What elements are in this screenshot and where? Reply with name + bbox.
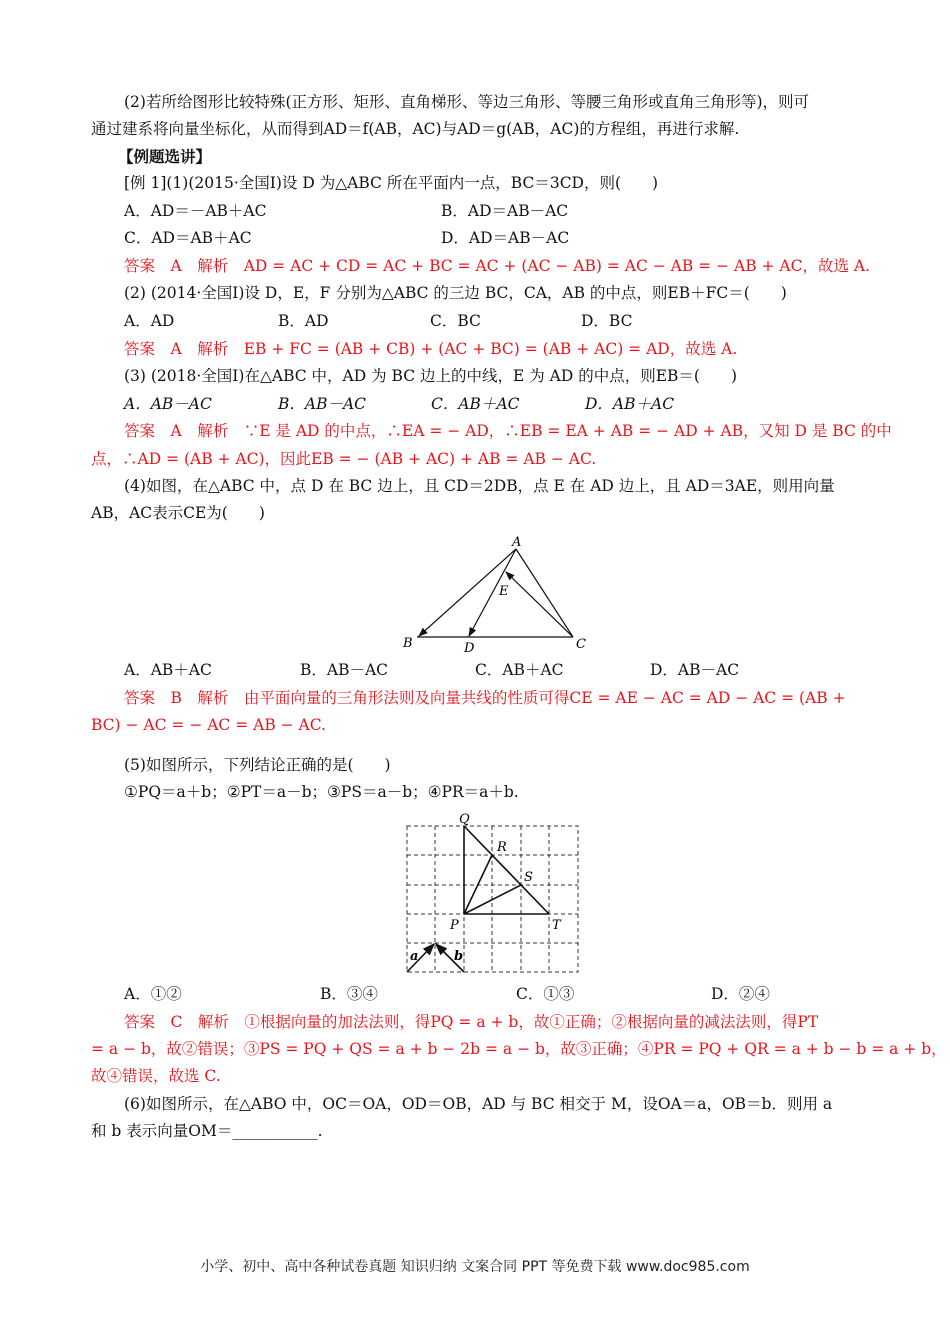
option: D．BC bbox=[581, 312, 633, 330]
option: A．AD＝－AB＋AC bbox=[124, 202, 267, 220]
answer-text: 答案 A 解析 EB + FC = (AB + CB) + (AC + BC) = (AB + AC) = AD，故选 A. bbox=[124, 340, 738, 358]
intro-line: (2)若所给图形比较特殊(正方形、矩形、直角梯形、等边三角形、等腰三角形或直角三角形等)，则可 bbox=[124, 93, 810, 111]
segment-ac bbox=[516, 549, 573, 637]
answer-text: BC) − AC = − AC = AB − AC. bbox=[91, 716, 326, 734]
answer-text: 答案 A 解析 AD = AC + CD = AC + BC = AC + (AC − AB) = AC − AB = − AB + AC，故选 A. bbox=[124, 257, 871, 275]
option: D．②④ bbox=[711, 985, 770, 1003]
footer-text: 小学、初中、高中各种试卷真题 知识归纳 文案合同 PPT 等免费下载 www.doc985.com bbox=[200, 1259, 750, 1275]
answer-text: 故④错误，故选 C. bbox=[91, 1067, 221, 1085]
label-t: T bbox=[552, 918, 561, 933]
question-stem: 和 b 表示向量OM＝___________. bbox=[91, 1122, 323, 1140]
label-q: Q bbox=[459, 812, 470, 827]
option: A．AB－AC bbox=[124, 395, 212, 413]
option: D．AB－AC bbox=[650, 661, 740, 679]
question-stem: (6)如图所示，在△ABO 中，OC＝OA，OD＝OB，AD 与 BC 相交于 M，设OA＝a，OB＝b．则用 a bbox=[124, 1095, 833, 1113]
vector-ce bbox=[506, 572, 573, 637]
option: C．BC bbox=[430, 312, 481, 330]
answer-text: = a − b，故②错误；③PS = PQ + QS = a + b − 2b = a − b，故③正确；④PR = PQ + QR = a + b − b = a + b， bbox=[91, 1040, 947, 1058]
option: C．AD＝AB＋AC bbox=[124, 229, 252, 247]
question-stem: (5)如图所示，下列结论正确的是( ) bbox=[124, 756, 391, 774]
question-stem: [例 1](1)(2015·全国Ⅰ)设 D 为△ABC 所在平面内一点，BC＝3CD，则( ) bbox=[124, 174, 659, 192]
label-b-vector: b bbox=[454, 949, 464, 964]
option: B．AD bbox=[278, 312, 329, 330]
answer-text: 点，∴AD = (AB + AC)，因此EB = − (AB + AC) + AB = AB − AC. bbox=[91, 450, 597, 468]
answer-text: 答案 A 解析 ∵E 是 AD 的中点，∴EA = − AD，∴EB = EA + AB = − AD + AB，又知 D 是 BC 的中 bbox=[124, 422, 892, 440]
option: C．AB＋AC bbox=[431, 395, 520, 413]
option: C．AB＋AC bbox=[475, 661, 564, 679]
label-b: B bbox=[403, 636, 413, 651]
option: D．AD＝AB－AC bbox=[441, 229, 570, 247]
option: A．AB＋AC bbox=[124, 661, 212, 679]
label-c: C bbox=[576, 637, 586, 652]
question-stem: (3) (2018·全国Ⅰ)在△ABC 中，AD 为 BC 边上的中线，E 为 AD 的中点，则EB＝( ) bbox=[124, 367, 738, 385]
intro-line: 通过建系将向量坐标化，从而得到AD＝f(AB，AC)与AD＝g(AB，AC)的方程组，再进行求解. bbox=[91, 120, 740, 138]
answer-text: 答案 B 解析 由平面向量的三角形法则及向量共线的性质可得CE = AE − AC = AD − AC = (AB + bbox=[124, 689, 846, 707]
option: B．AB－AC bbox=[300, 661, 389, 679]
option: B．AD＝AB－AC bbox=[441, 202, 569, 220]
label-e: E bbox=[499, 584, 509, 599]
option: A．AD bbox=[124, 312, 175, 330]
option: B．③④ bbox=[320, 985, 378, 1003]
label-a-vector: a bbox=[410, 949, 419, 964]
statements: ①PQ＝a＋b；②PT＝a－b；③PS＝a－b；④PR＝a＋b. bbox=[124, 783, 519, 801]
label-s: S bbox=[524, 870, 533, 885]
question-stem: (2) (2014·全国Ⅰ)设 D，E，F 分别为△ABC 的三边 BC，CA，AB 的中点，则EB＋FC＝( ) bbox=[124, 284, 787, 302]
vector-ad bbox=[469, 549, 516, 636]
label-d: D bbox=[464, 641, 475, 656]
option: D．AB＋AC bbox=[585, 395, 675, 413]
question-stem: (4)如图，在△ABC 中，点 D 在 BC 边上，且 CD＝2DB，点 E 在 AD 边上，且 AD＝3AE，则用向量 bbox=[124, 477, 835, 495]
label-a: A bbox=[512, 535, 522, 550]
option: B．AB－AC bbox=[278, 395, 367, 413]
question-stem: AB，AC表示CE为( ) bbox=[91, 504, 265, 522]
section-title: 【例题选讲】 bbox=[118, 147, 212, 166]
answer-text: 答案 C 解析 ①根据向量的加法法则，得PQ = a + b，故①正确；②根据向量的减法法则，得PT bbox=[124, 1013, 819, 1031]
label-r: R bbox=[497, 840, 507, 855]
label-p: P bbox=[450, 918, 459, 933]
option: A．①② bbox=[124, 985, 182, 1003]
option: C．①③ bbox=[516, 985, 575, 1003]
